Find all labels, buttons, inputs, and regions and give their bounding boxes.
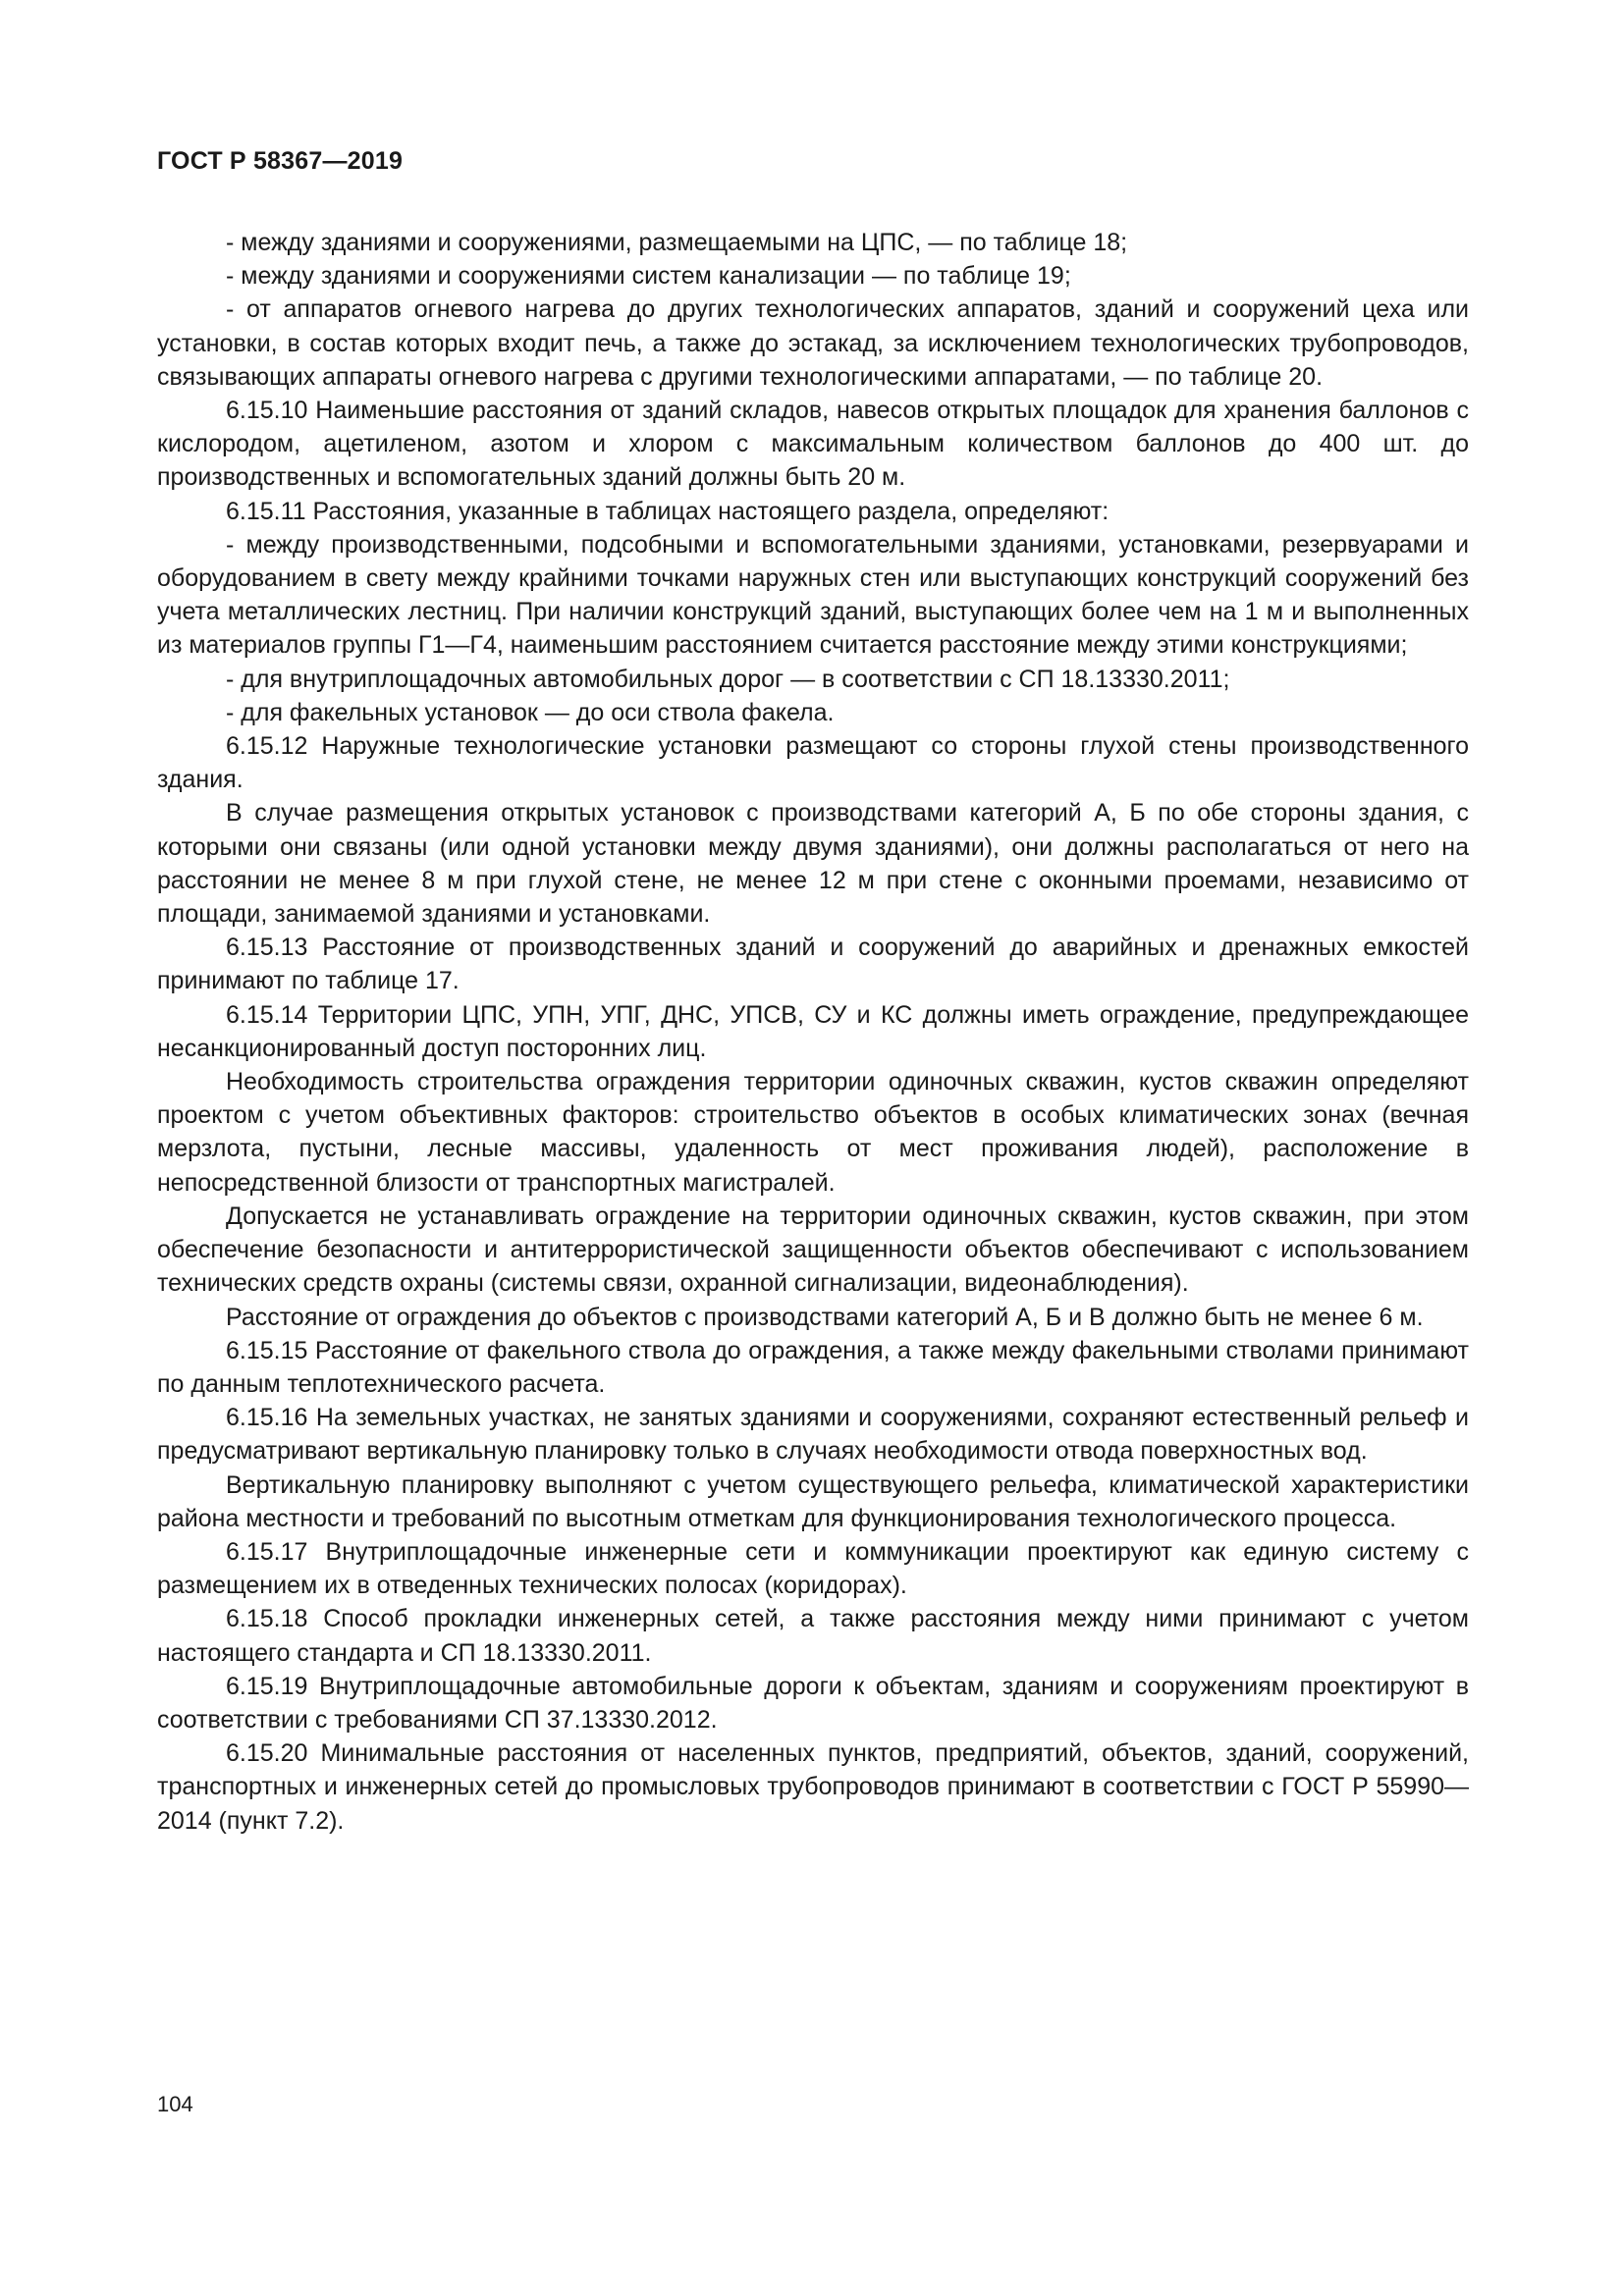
paragraph: 6.15.14 Территории ЦПС, УПН, УПГ, ДНС, УПСВ, СУ и КС должны иметь ограждение, предупреждающее несанкционированный доступ посторонних лиц. [157,1000,1469,1062]
paragraph: 6.15.20 Минимальные расстояния от населенных пунктов, предприятий, объектов, зданий, сооружений, транспортных и инженерных сетей до промысловых трубопроводов принимают в соответствии с ГОСТ Р 55990—2014 (пункт 7.2). [157,1739,1469,1835]
document-body [157,226,1469,1838]
paragraph: 6.15.15 Расстояние от факельного ствола до ограждения, а также между факельными стволами принимают по данным теплотехнического расчета. [157,1336,1469,1398]
paragraph: 6.15.13 Расстояние от производственных зданий и сооружений до аварийных и дренажных емкостей принимают по таблице 17. [157,934,1469,995]
page-number: 104 [157,2092,193,2116]
paragraph: - для факельных установок — до оси ствола факела. [226,698,835,726]
paragraph: - от аппаратов огневого нагрева до других технологических аппаратов, зданий и сооружений цеха или установки, в состав которых входит печь, а также до эстакад, за исключением технологических трубопроводов, связывающих аппараты огневого нагрева с другими технологическими аппаратами, — по таблице 20. [157,295,1469,391]
paragraph: 6.15.11 Расстояния, указанные в таблицах настоящего раздела, определяют: [226,497,1110,525]
paragraph: Необходимость строительства ограждения территории одиночных скважин, кустов скважин определяют проектом с учетом объективных факторов: строительство объектов в особых климатических зонах (вечная мерзлота, пустыни, лесные массивы, удаленность от мест проживания людей), расположение в непосредственной близости от транспортных магистралей. [157,1068,1469,1197]
document-header: ГОСТ Р 58367—2019 [157,147,404,175]
paragraph: 6.15.19 Внутриплощадочные автомобильные дороги к объектам, зданиям и сооружениям проектируют в соответствии с требованиями СП 37.13330.2012. [157,1672,1469,1734]
paragraph: 6.15.18 Способ прокладки инженерных сетей, а также расстояния между ними принимают с учетом настоящего стандарта и СП 18.13330.2011. [157,1605,1469,1667]
paragraph: - для внутриплощадочных автомобильных дорог — в соответствии с СП 18.13330.2011; [226,665,1230,693]
paragraph: - между зданиями и сооружениями систем канализации — по таблице 19; [226,262,1071,291]
paragraph: 6.15.10 Наименьшие расстояния от зданий складов, навесов открытых площадок для хранения баллонов с кислородом, ацетиленом, азотом и хлором с максимальным количеством баллонов до 400 шт. до производственных и вспомогательных зданий должны быть 20 м. [157,397,1469,492]
paragraph: В случае размещения открытых установок с производствами категорий А, Б по обе стороны здания, с которыми они связаны (или одной установки между двумя зданиями), они должны располагаться от него на расстоянии не менее 8 м при глухой стене, не менее 12 м при стене с оконными проемами, независимо от площади, занимаемой зданиями и установками. [157,799,1469,929]
paragraph: - между зданиями и сооружениями, размещаемыми на ЦПС, — по таблице 18; [226,229,1128,256]
paragraph: Допускается не устанавливать ограждение на территории одиночных скважин, кустов скважин, при этом обеспечение безопасности и антитеррористической защищенности объектов обеспечивают с использованием технических средств охраны (системы связи, охранной сигнализации, видеонаблюдения). [157,1201,1469,1298]
paragraph: - между производственными, подсобными и вспомогательными зданиями, установками, резервуарами и оборудованием в свету между крайними точками наружных стен или выступающих конструкций сооружений без учета металлических лестниц. При наличии конструкций зданий, выступающих более чем на 1 м и выполненных из материалов группы Г1—Г4, наименьшим расстоянием считается расстояние между этими конструкциями; [157,530,1469,660]
paragraph: 6.15.17 Внутриплощадочные инженерные сети и коммуникации проектируют как единую систему с размещением их в отведенных технических полосах (коридорах). [157,1537,1469,1600]
paragraph: 6.15.16 На земельных участках, не занятых зданиями и сооружениями, сохраняют естественный рельеф и предусматривают вертикальную планировку только в случаях необходимости отвода поверхностных вод. [157,1404,1469,1466]
paragraph: Вертикальную планировку выполняют с учетом существующего рельефа, климатической характеристики района местности и требований по высотным отметкам для функционирования технологического процесса. [157,1470,1469,1532]
paragraph: Расстояние от ограждения до объектов с производствами категорий А, Б и В должно быть не менее 6 м. [226,1303,1424,1331]
paragraph: 6.15.12 Наружные технологические установки размещают со стороны глухой стены производственного здания. [157,732,1469,794]
